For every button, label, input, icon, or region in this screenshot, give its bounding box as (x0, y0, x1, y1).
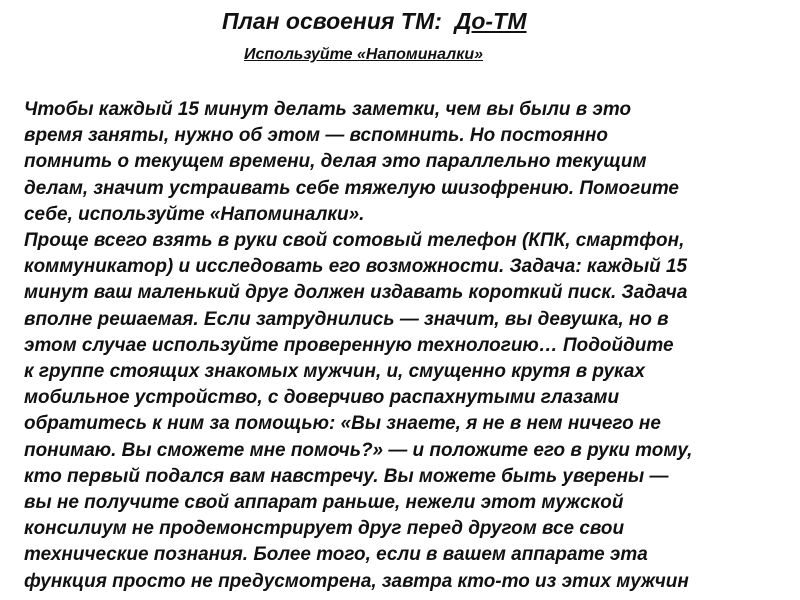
body-line: коммуникатор) и исследовать его возможности. Задача: каждый 15 (24, 256, 688, 278)
body-line: к группе стоящих знакомых мужчин, и, смущенно крутя в руках (24, 361, 645, 383)
slide-title-suffix: До-ТМ (454, 8, 527, 34)
body-line: делам, значит устраивать себе тяжелую шизофрению. Помогите (24, 177, 679, 199)
body-text (24, 97, 800, 595)
body-line: этом случае используйте проверенную технологию… Подойдите (24, 334, 674, 356)
body-line: вы не получите свой аппарат раньше, нежели этот мужской (24, 492, 624, 514)
body-line: понимаю. Вы сможете мне помочь?» — и положите его в руки тому, (24, 439, 693, 461)
slide-title-prefix: План освоения ТМ: (222, 8, 442, 34)
body-line: функция просто не предусмотрена, завтра кто-то из этих мужчин (24, 570, 689, 592)
body-line: мобильное устройство, с доверчиво распахнутыми глазами (24, 387, 620, 409)
body-line: минут ваш маленький друг должен издавать короткий писк. Задача (24, 282, 688, 304)
body-line: консилиум не продемонстрирует друг перед другом все свои (24, 518, 625, 540)
body-line: технические познания. Более того, если в вашем аппарате эта (24, 544, 648, 566)
body-line: Чтобы каждый 15 минут делать заметки, чем вы были в это (24, 99, 632, 120)
slide-subtitle: Используйте «Напоминалки» (244, 46, 483, 63)
body-line: себе, используйте «Напоминалки». (24, 203, 365, 225)
slide-title (222, 6, 527, 36)
body-line: помнить о текущем времени, делая это параллельно текущим (24, 151, 647, 173)
body-line: Проще всего взять в руки свой сотовый телефон (КПК, смартфон, (24, 230, 685, 252)
body-line: обратитесь к ним за помощью: «Вы знаете, я не в нем ничего не (24, 413, 661, 435)
body-line: кто первый подался вам навстречу. Вы можете быть уверены — (24, 465, 669, 487)
body-line: время заняты, нужно об этом — вспомнить. Но постоянно (24, 125, 608, 147)
body-line: вполне решаемая. Если затруднились — значит, вы девушка, но в (24, 308, 669, 330)
